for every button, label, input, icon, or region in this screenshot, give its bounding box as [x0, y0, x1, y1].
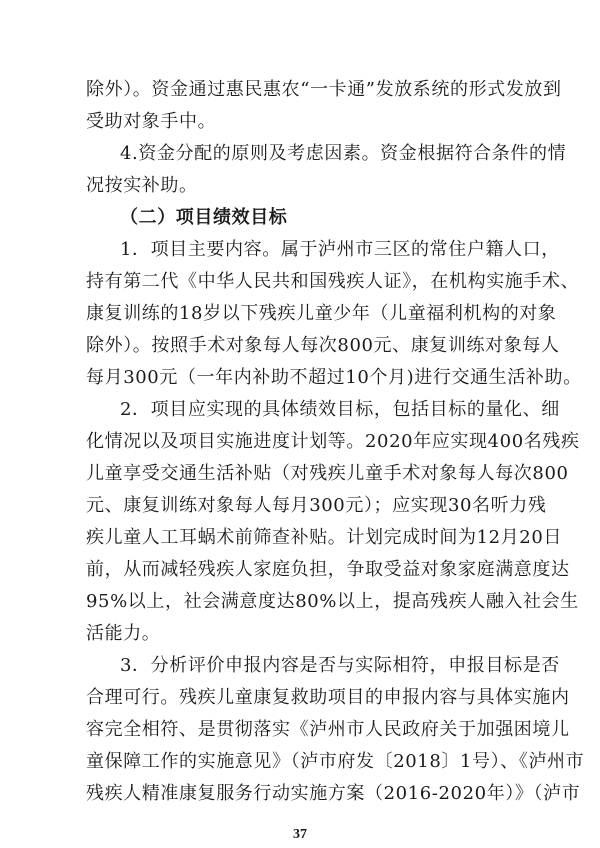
text-line: 4.资金分配的原则及考虑因素。资金根据符合条件的情	[120, 143, 567, 164]
text-line: 康复训练的18岁以下残疾儿童少年（儿童福利机构的对象	[86, 303, 557, 324]
text-line: 合理可行。残疾儿童康复救助项目的申报内容与具体实施内	[86, 687, 570, 708]
text-line: 受助对象手中。	[86, 111, 217, 132]
text-line: 持有第二代《中华人民共和国残疾人证》，在机构实施手术、	[86, 271, 580, 292]
text-line: 疾儿童人工耳蜗术前筛查补贴。计划完成时间为12月20日	[86, 527, 563, 548]
section-heading: （二）项目绩效目标	[120, 207, 288, 228]
text-line: 2．项目应实现的具体绩效目标，包括目标的量化、细	[120, 399, 560, 420]
text-line: 儿童享受交通生活补贴（对残疾儿童手术对象每人每次800	[86, 463, 569, 484]
text-line: 1．项目主要内容。属于泸州市三区的常住户籍人口，	[120, 239, 560, 260]
text-line: 化情况以及项目实施进度计划等。2020年应实现400名残疾	[86, 431, 580, 452]
text-line: 除外）。按照手术对象每人每次800元、康复训练对象每人	[86, 335, 560, 356]
text-line: 活能力。	[86, 623, 161, 644]
page-number: 37	[293, 827, 307, 842]
text-line: 每月300元（一年内补助不超过10个月)进行交通生活补助。	[86, 367, 582, 388]
text-line: 前，从而减轻残疾人家庭负担，争取受益对象家庭满意度达	[86, 559, 570, 580]
text-line: 3．分析评价申报内容是否与实际相符，申报目标是否	[120, 655, 560, 676]
text-line: 况按实补助。	[86, 175, 198, 196]
text-line: 除外）。资金通过惠民惠农“一卡通”发放系统的形式发放到	[86, 79, 562, 100]
text-line: 残疾人精准康复服务行动实施方案（2016-2020年）》（泸市	[86, 783, 581, 804]
text-line: 95%以上，社会满意度达80%以上，提高残疾人融入社会生	[86, 591, 579, 612]
text-line: 元、康复训练对象每人每月300元）；应实现30名听力残	[86, 495, 547, 516]
text-line: 童保障工作的实施意见》（泸市府发〔2018〕1号）、《泸州市	[86, 751, 585, 772]
text-line: 容完全相符、是贯彻落实《泸州市人民政府关于加强困境儿	[86, 719, 570, 740]
